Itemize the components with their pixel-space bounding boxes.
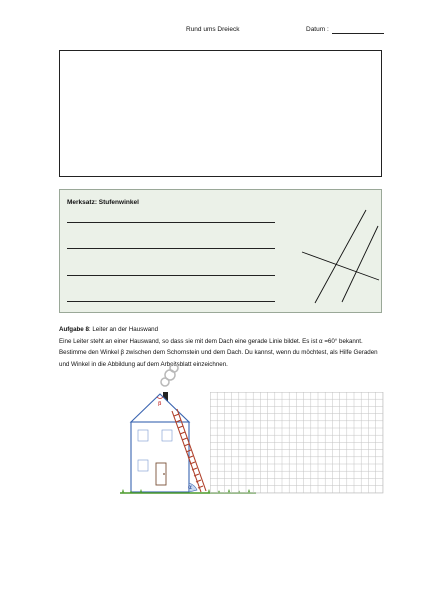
window-3: [138, 460, 148, 471]
answer-line-4[interactable]: [67, 301, 275, 302]
task-title: : Leiter an der Hauswand: [88, 326, 159, 333]
chimney-smoke: [161, 364, 178, 386]
window-1: [138, 430, 148, 441]
task-text: Eine Leiter steht an einer Hauswand, so dass sie mit dem Dach eine gerade Linie bildet. Es ist α =60° bekannt. Bestimme den Winkel β zwischen dem Schornstein und dem Dach. Du kannst, wenn du möchtest, als Hilfe Geraden und Winkel in die Abbildung auf dem Arbeitsblatt einzeichnen.: [59, 337, 378, 368]
line-transversal-2: [342, 226, 378, 302]
window-2: [162, 430, 172, 441]
answer-line-2[interactable]: [67, 248, 275, 249]
merksatz-title: Merksatz: Stufenwinkel: [67, 199, 139, 206]
merksatz-box: [59, 189, 382, 313]
angle-alpha-label: α: [188, 484, 192, 491]
page-header: [0, 26, 424, 38]
drawing-box: [59, 50, 382, 177]
angle-beta-label: β: [158, 401, 162, 407]
answer-line-1[interactable]: [67, 222, 275, 223]
task-number: Aufgabe 8: [59, 326, 89, 333]
date-field-line[interactable]: [332, 33, 384, 34]
document-title: Rund ums Dreieck: [186, 26, 240, 33]
graph-paper-grid[interactable]: [210, 392, 384, 494]
line-transversal-1: [315, 210, 366, 303]
door-knob: [163, 473, 165, 475]
date-label: Datum :: [306, 26, 329, 33]
answer-line-3[interactable]: [67, 275, 275, 276]
stufenwinkel-lines-figure: [300, 208, 380, 308]
task-heading: [59, 324, 389, 336]
